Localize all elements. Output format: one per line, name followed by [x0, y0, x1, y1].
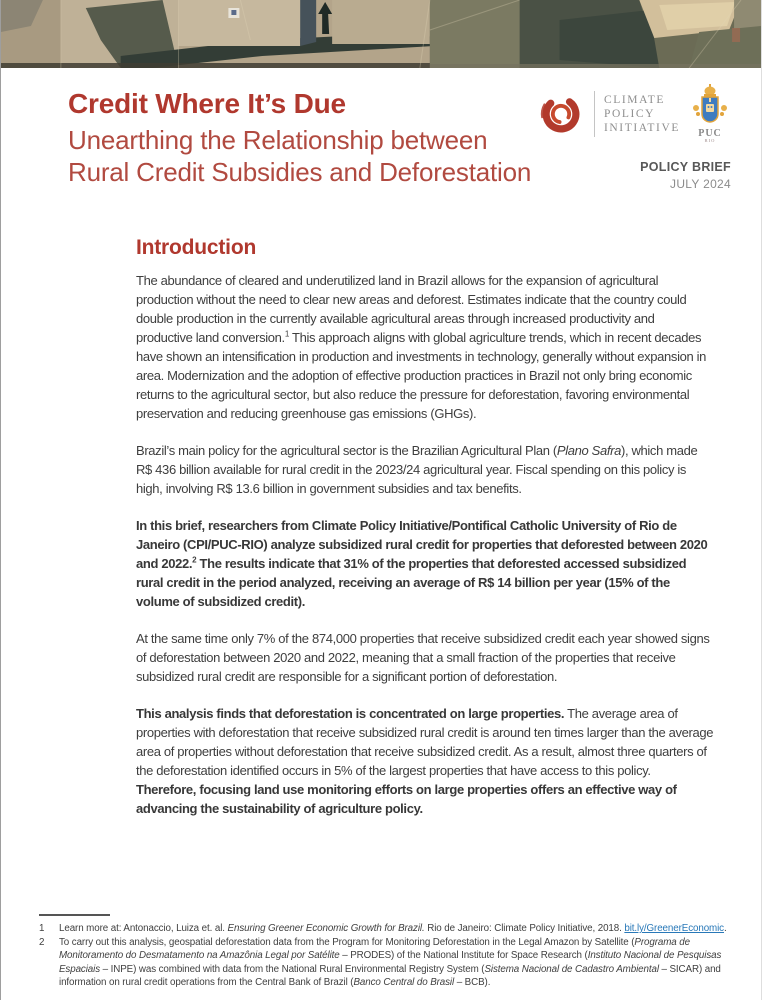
- brand-block: [537, 84, 731, 191]
- intro-paragraph-5: This analysis finds that deforestation is concentrated on large properties. The average area of properties with deforestation that receive subsidized rural credit is around ten times larger than the average area of properties without deforestation that receive subsidized credit. As a result, almost three quarters of the deforestation identified occurs in 5% of the largest properties that have access to this policy. Therefore, focusing land use monitoring efforts on large properties offers an effective way of advancing the sustainability of agriculture policy.: [136, 706, 714, 816]
- footnote-2: [39, 936, 733, 990]
- page-subtitle-line-1: Unearthing the Relationship between: [68, 125, 488, 155]
- footnote-rule: [39, 914, 110, 916]
- brief-type-label: POLICY BRIEF: [640, 160, 731, 174]
- puc-label: PUC: [698, 128, 722, 139]
- cpi-wordmark-line: CLIMATE: [603, 94, 665, 106]
- puc-rio-logo-icon: [689, 84, 731, 144]
- logo-divider: [594, 91, 595, 137]
- footnote-number: 2: [39, 936, 45, 948]
- cpi-wordmark: [604, 93, 680, 135]
- footnote-1: [39, 922, 733, 936]
- masthead: [1, 68, 761, 236]
- footnote-link[interactable]: bit.ly/GreenerEconomic: [624, 923, 724, 935]
- intro-paragraph-2: Brazil’s main policy for the agricultural sector is the Brazilian Agricultural Plan (Plano Safra), which made R$ 436 billion available for rural credit in the 2023/24 agricultural year. Fiscal spending on this policy is high, involving R$ 13.6 billion in government subsidies and tax benefits.: [136, 443, 698, 496]
- section-heading-introduction: Introduction: [136, 236, 257, 259]
- page-title: Credit Where It’s Due: [68, 88, 346, 119]
- title-block: [68, 88, 531, 188]
- main-content: [136, 236, 714, 818]
- page-subtitle-line-2: Rural Credit Subsidies and Deforestation: [68, 157, 532, 187]
- cpi-logo-icon: [537, 89, 585, 139]
- cpi-wordmark-line: POLICY: [603, 108, 656, 120]
- intro-paragraph-1: The abundance of cleared and underutilized land in Brazil allows for the expansion of agricultural production without the need to clear new areas and deforest. Estimates indicate that the country could double production in the currently available agricultural areas through increased productivity and productive land conversion.$^1$ This approach aligns with global agriculture trends, which in recent decades have shown an intensification in production and investments in technology, generally without expansion in area. Modernization and the adoption of effective production practices in Brazil not only bring economic returns to the agricultural sector, but also reduce the pressure for deforestation, favoring environmental preservation and reducing greenhouse gas emissions (GHGs).: [136, 273, 707, 421]
- footnote-text: Learn more at: Antonaccio, Luiza et. al. Ensuring Greener Economic Growth for Brazil. Rio de Janeiro: Climate Policy Initiative, 2018. bit.ly/GreenerEconomic.: [59, 923, 727, 935]
- puc-sub-label: RIO: [704, 138, 716, 143]
- footnote-number: 1: [39, 923, 45, 935]
- cpi-wordmark-line: INITIATIVE: [603, 122, 680, 134]
- footnote-text: To carry out this analysis, geospatial deforestation data from the Program for Monitoring Deforestation in the Legal Amazon by Satellite (Programa de Monitoramento do Desmatamento na Amazônia Legal por Satélite – PRODES) of the National Institute for Space Research (Instituto Nacional de Pesquisas Espaciais – INPE) was combined with data from the National Rural Environmental Registry System (Sistema Nacional de Cadastro Ambiental – SICAR) and information on rural credit operations from the Central Bank of Brazil (Banco Central do Brasil – BCB).: [59, 936, 722, 989]
- intro-paragraph-3: In this brief, researchers from Climate Policy Initiative/Pontifical Catholic University of Rio de Janeiro (CPI/PUC-RIO) analyze subsidized rural credit for properties that deforested between 2020 and 2022.$^2$ The results indicate that 31% of the properties that deforested accessed subsidized rural credit in the period analyzed, receiving an average of R$ 14 billion per year (15% of the volume of subsidized credit).: [136, 518, 708, 609]
- intro-paragraph-4: At the same time only 7% of the 874,000 properties that receive subsidized credit each year showed signs of deforestation between 2020 and 2022, meaning that a small fraction of the properties that receive subsidized rural credit are responsible for a significant portion of deforestation.: [136, 631, 710, 684]
- footnotes: [39, 914, 733, 990]
- header-aerial-photo: [1, 0, 761, 68]
- brief-date-label: JULY 2024: [670, 177, 731, 191]
